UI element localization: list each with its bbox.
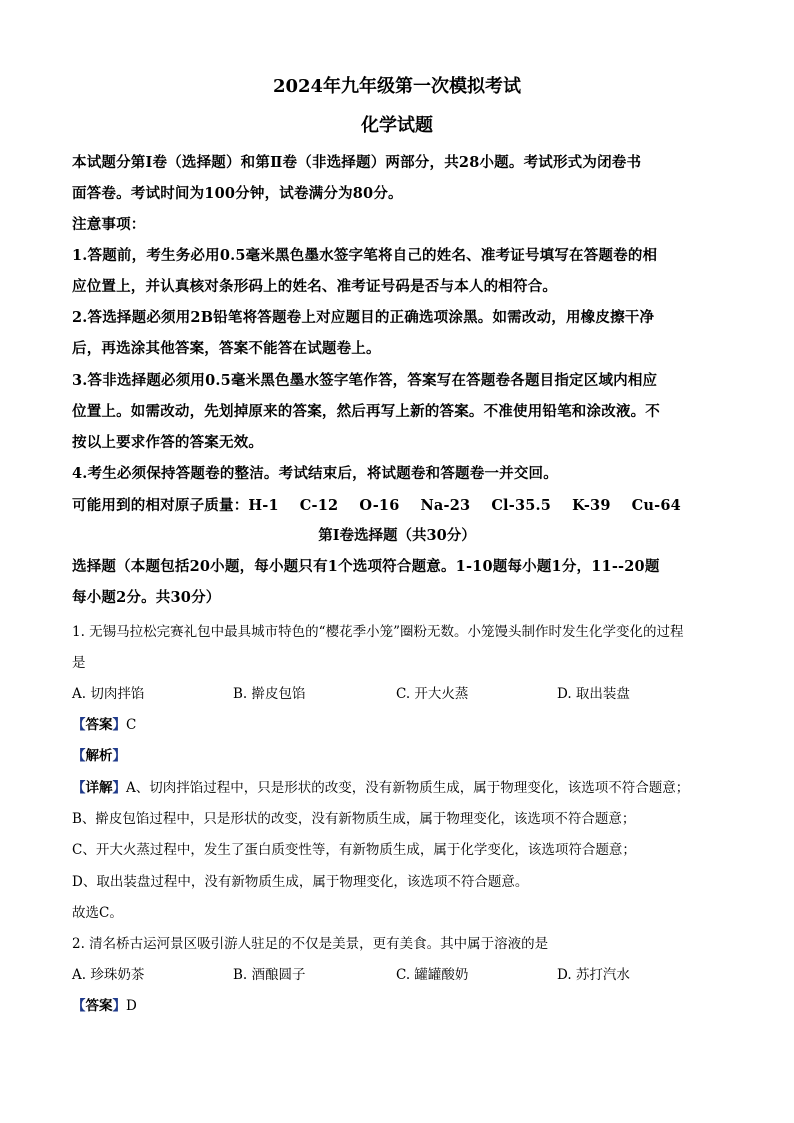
atomic-masses: 可能用到的相对原子质量：H-1 C-12 O-16 Na-23 Cl-35.5 K-39 Cu-64 bbox=[72, 497, 681, 514]
q2-option-b: B. 酒酿圆子 bbox=[233, 967, 306, 983]
detail-bracket-left: 【 bbox=[72, 780, 86, 796]
notice-3c: 按以上要求作答的答案无效。 bbox=[72, 434, 264, 451]
q1-option-b: B. 擀皮包馅 bbox=[233, 686, 306, 702]
q1-analysis bbox=[72, 744, 732, 764]
analysis-bracket-right: 】 bbox=[112, 748, 126, 764]
q1-option-c: C. 开大火蒸 bbox=[396, 686, 469, 702]
q1-detail-1 bbox=[72, 776, 732, 796]
q1-detail-4: D、取出装盘过程中，没有新物质生成，属于物理变化，该选项不符合题意。 bbox=[72, 874, 529, 890]
exam-subtitle: 化学试题 bbox=[361, 115, 433, 136]
answer-label: 答案 bbox=[85, 998, 113, 1014]
q1-stem-2: 是 bbox=[72, 655, 86, 671]
q2-answer bbox=[72, 994, 732, 1014]
q2-option-c: C. 罐罐酸奶 bbox=[396, 967, 469, 983]
answer-bracket-left: 【 bbox=[72, 998, 86, 1014]
answer-value: C bbox=[126, 717, 137, 733]
q1-conclusion: 故选C。 bbox=[72, 905, 123, 921]
answer-bracket-right: 】 bbox=[112, 998, 126, 1014]
q2-stem: 2. 清名桥古运河景区吸引游人驻足的不仅是美景，更有美食。其中属于溶液的是 bbox=[72, 936, 549, 952]
notice-heading: 注意事项： bbox=[72, 216, 146, 233]
section-desc-1: 选择题（本题包括20小题，每小题只有1个选项符合题意。1-10题每小题1分，11--20题 bbox=[72, 558, 660, 575]
detail-text-1: A、切肉拌馅过程中，只是形状的改变，没有新物质生成，属于物理变化，该选项不符合题意； bbox=[126, 780, 690, 796]
intro-line-2: 面答卷。考试时间为100分钟，试卷满分为80分。 bbox=[72, 185, 403, 202]
answer-value: D bbox=[126, 998, 137, 1014]
notice-2b: 后，再选涂其他答案，答案不能答在试题卷上。 bbox=[72, 340, 381, 357]
analysis-bracket-left: 【 bbox=[72, 748, 86, 764]
notice-2a: 2.答选择题必须用2B铅笔将答题卷上对应题目的正确选项涂黑。如需改动，用橡皮擦干净 bbox=[72, 309, 655, 326]
answer-bracket-left: 【 bbox=[72, 717, 86, 733]
answer-label: 答案 bbox=[85, 717, 113, 733]
exam-title: 2024年九年级第一次模拟考试 bbox=[272, 76, 522, 97]
detail-bracket-right: 】 bbox=[112, 780, 126, 796]
notice-1b: 应位置上，并认真核对条形码上的姓名、准考证号码是否与本人的相符合。 bbox=[72, 278, 558, 295]
q1-stem-1: 1. 无锡马拉松完赛礼包中最具城市特色的“樱花季小笼”圈粉无数。小笼馒头制作时发生化学变化的过程 bbox=[72, 624, 684, 640]
notice-1a: 1.答题前，考生务必用0.5毫米黑色墨水签字笔将自己的姓名、准考证号填写在答题卷的相 bbox=[72, 247, 658, 264]
section-heading: 第Ⅰ卷选择题（共30分） bbox=[318, 527, 476, 544]
q1-detail-3: C、开大火蒸过程中，发生了蛋白质变性等，有新物质生成，属于化学变化，该选项符合题意； bbox=[72, 842, 636, 858]
intro-line-1: 本试题分第Ⅰ卷（选择题）和第Ⅱ卷（非选择题）两部分，共28小题。考试形式为闭卷书 bbox=[72, 154, 642, 171]
q1-option-a: A. 切肉拌馅 bbox=[72, 686, 145, 702]
notice-4: 4.考生必须保持答题卷的整洁。考试结束后，将试题卷和答题卷一并交回。 bbox=[72, 465, 558, 482]
notice-3a: 3.答非选择题必须用0.5毫米黑色墨水签字笔作答，答案写在答题卷各题目指定区域内相应 bbox=[72, 372, 658, 389]
q1-option-d: D. 取出装盘 bbox=[557, 686, 630, 702]
answer-bracket-right: 】 bbox=[112, 717, 126, 733]
q2-option-a: A. 珍珠奶茶 bbox=[72, 967, 145, 983]
section-desc-2: 每小题2分。共30分） bbox=[72, 589, 221, 606]
q2-option-d: D. 苏打汽水 bbox=[557, 967, 630, 983]
q1-answer bbox=[72, 713, 732, 733]
notice-3b: 位置上。如需改动，先划掉原来的答案，然后再写上新的答案。不准使用铅笔和涂改液。不 bbox=[72, 403, 660, 420]
detail-label: 详解 bbox=[85, 780, 113, 796]
analysis-label: 解析 bbox=[85, 748, 113, 764]
q1-detail-2: B、擀皮包馅过程中，只是形状的改变，没有新物质生成，属于物理变化，该选项不符合题意； bbox=[72, 811, 636, 827]
